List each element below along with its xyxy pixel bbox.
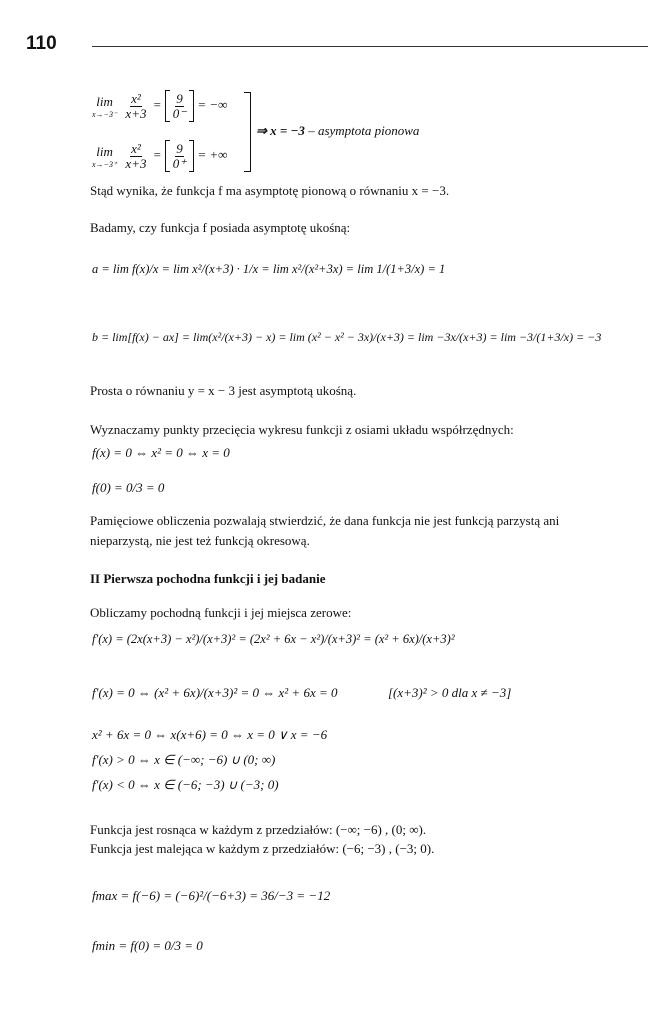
text-p1: Stąd wynika, że funkcja f ma asymptotę pionową o równaniu x = −3. [90,183,450,198]
asymptote-conclusion: ⇒ x = −3 – asymptota pionowa [256,123,420,138]
formula-roots: x² + 6x = 0 ⇔ x(x+6) = 0 ⇔ x = 0 ∨ x = −6 [92,727,328,742]
page-number: 110 [26,33,57,54]
section-heading: II Pierwsza pochodna funkcji i jej badanie [90,571,326,586]
limit-left-row: lim x→−3⁻ $\frac{\text{x²}}{x+3}$ = $\frac{9}{0^-}$ = −∞ [92,90,228,121]
formula-a: a = lim f(x)/x = lim x²/(x+3) · 1/x = lim x²/(x²+3x) = lim 1/(1+3/x) = 1 [92,262,446,276]
formula-derivative-zero: f′(x) = 0 ⇔ (x² + 6x)/(x+3)² = 0 ⇔ x² + 6x = 0 [92,685,338,700]
formula-fmin: fmin = f(0) = 0/3 = 0 [92,938,203,953]
text-p4: Wyznaczamy punkty przecięcia wykresu funkcji z osiami układu współrzędnych: [90,422,514,437]
limit-right-row: lim x→−3⁺ $\frac{\text{x²}}{x+3}$ = $\frac{9}{0^+}$ = +∞ [92,140,228,171]
lim-right: lim x→−3⁺ [92,143,118,169]
header-rule [92,46,648,47]
text-p5b: nieparzystą, nie jest też funkcją okresową. [90,533,310,548]
text-p5a: Pamięciowe obliczenia pozwalają stwierdzić, że dana funkcja nie jest funkcją parzystą ani [90,513,560,528]
lim-left: lim x→−3⁻ [92,93,118,119]
formula-fmax: fmax = f(−6) = (−6)²/(−6+3) = 36/−3 = −12 [92,888,331,903]
frac-right: $\frac{\text{x²}}{x+3}$ [125,140,147,171]
result-right: = +∞ [197,146,228,162]
frac-left: $\frac{\text{x²}}{x+3}$ [125,90,147,121]
formula-derivative-note: [(x+3)² > 0 dla x ≠ −3] [388,685,512,700]
text-p3: Prosta o równaniu y = x − 3 jest asymptotą ukośną. [90,383,357,398]
text-p2: Badamy, czy funkcja f posiada asymptotę ukośną: [90,220,351,235]
formula-zero1: f(x) = 0 ⇔ x² = 0 ⇔ x = 0 [92,445,230,460]
text-p7b: Funkcja jest malejąca w każdym z przedziałów: (−6; −3) , (−3; 0). [90,841,435,856]
system-brace [244,92,251,172]
bracket-frac-left: $\frac{9}{0^-}$ [172,90,187,121]
bracket-frac-right: $\frac{9}{0^+}$ [172,140,187,171]
formula-positive: f′(x) > 0 ⇔ x ∈ (−∞; −6) ∪ (0; ∞) [92,752,276,767]
formula-zero2: f(0) = 0/3 = 0 [92,480,165,495]
text-p6: Obliczamy pochodną funkcji i jej miejsca zerowe: [90,605,352,620]
formula-b: b = lim[f(x) − ax] = lim(x²/(x+3) − x) = lim (x² − x² − 3x)/(x+3) = lim −3x/(x+3) = lim −3/(1+3/x) = −3 [92,330,602,344]
formula-derivative: f′(x) = (2x(x+3) − x²)/(x+3)² = (2x² + 6x − x²)/(x+3)² = (x² + 6x)/(x+3)² [92,632,455,646]
result-left: = −∞ [197,96,228,112]
formula-negative: f′(x) < 0 ⇔ x ∈ (−6; −3) ∪ (−3; 0) [92,777,279,792]
text-p7a: Funkcja jest rosnąca w każdym z przedziałów: (−∞; −6) , (0; ∞). [90,822,427,837]
